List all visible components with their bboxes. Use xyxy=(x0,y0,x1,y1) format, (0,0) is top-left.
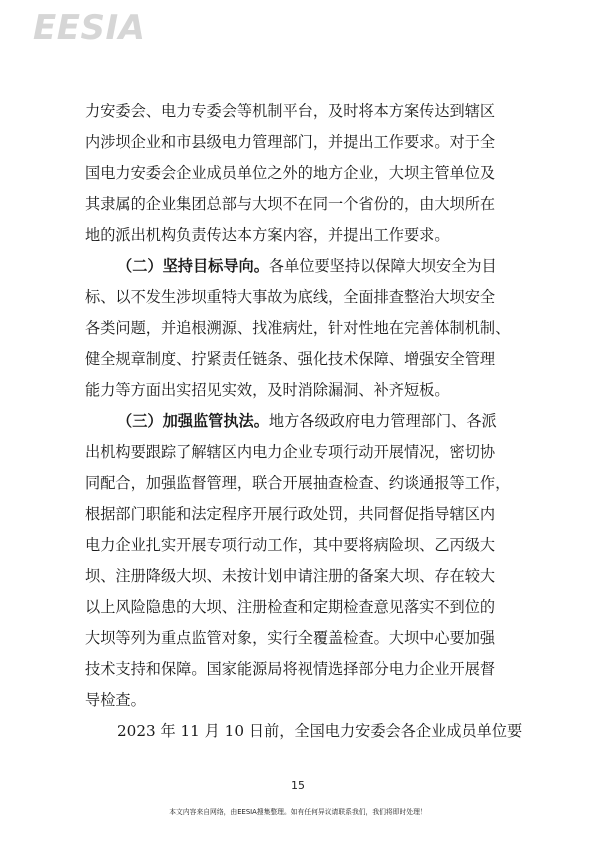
paragraph-line: 各类问题，并追根溯源、找准病灶，针对性地在完善体制机制、 xyxy=(85,319,511,337)
paragraph-line: 地的派出机构负责传达本方案内容，并提出工作要求。 xyxy=(85,226,450,244)
footer-notice: 本文内容来自网络，由EESIA搜集整理。如有任何异议请联系我们，我们将即时处理！ xyxy=(169,808,427,816)
paragraph-line: 力安委会、电力专委会等机制平台，及时将本方案传达到辖区 xyxy=(85,102,496,120)
paragraph-line: 其隶属的企业集团总部与大坝不在同一个省份的，由大坝所在 xyxy=(85,195,496,213)
paragraph-line: 2023 年 11 月 10 日前，全国电力安委会各企业成员单位要 xyxy=(117,722,523,740)
paragraph-line: 根据部门职能和法定程序开展行政处罚，共同督促指导辖区内 xyxy=(85,505,496,523)
section-heading-line: （三）加强监管执法。地方各级政府电力管理部门、各派 xyxy=(117,412,497,430)
section-heading-line: （二）坚持目标导向。各单位要坚持以保障大坝安全为目 xyxy=(117,257,497,275)
paragraph-line: 出机构要跟踪了解辖区内电力企业专项行动开展情况，密切协 xyxy=(85,443,496,461)
paragraph-line: 导检查。 xyxy=(85,691,146,709)
paragraph-line: 健全规章制度、拧紧责任链条、强化技术保障、增强安全管理 xyxy=(85,350,496,368)
paragraph-line: 大坝等列为重点监管对象，实行全覆盖检查。大坝中心要加强 xyxy=(85,629,496,647)
section-heading: （二）坚持目标导向。 xyxy=(117,257,269,275)
paragraph-line: 坝、注册降级大坝、未按计划申请注册的备案大坝、存在较大 xyxy=(85,567,496,585)
paragraph-line: 国电力安委会企业成员单位之外的地方企业，大坝主管单位及 xyxy=(85,164,496,182)
paragraph-line: 以上风险隐患的大坝、注册检查和定期检查意见落实不到位的 xyxy=(85,598,496,616)
paragraph-line: 同配合，加强监督管理，联合开展抽查检查、约谈通报等工作， xyxy=(85,474,511,492)
paragraph-line: 能力等方面出实招见实效，及时消除漏洞、补齐短板。 xyxy=(85,381,450,399)
paragraph-line: 电力企业扎实开展专项行动工作，其中要将病险坝、乙丙级大 xyxy=(85,536,496,554)
paragraph-line: 内涉坝企业和市县级电力管理部门，并提出工作要求。对于全 xyxy=(85,133,496,151)
page-number: 15 xyxy=(291,779,305,792)
eesia-logo: EESIA xyxy=(33,8,146,48)
paragraph-line: 技术支持和保障。国家能源局将视情选择部分电力企业开展督 xyxy=(85,660,496,678)
paragraph-line: 标、以不发生涉坝重特大事故为底线，全面排查整治大坝安全 xyxy=(85,288,496,306)
section-heading: （三）加强监管执法。 xyxy=(117,412,269,430)
